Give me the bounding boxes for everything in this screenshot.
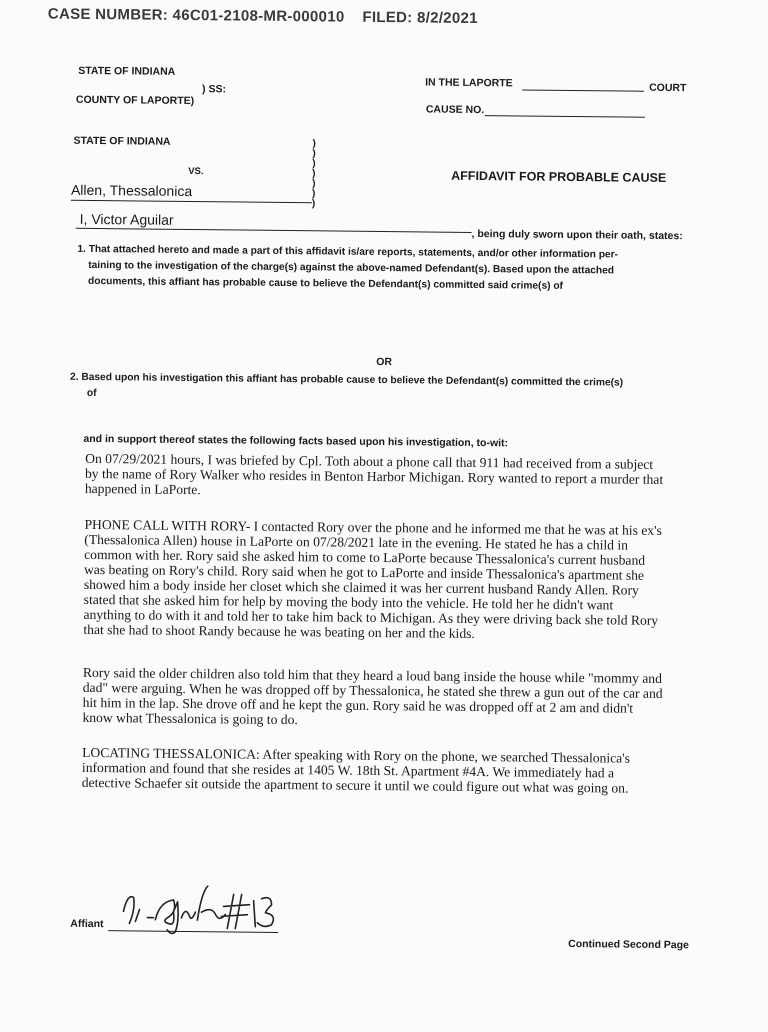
caption-brackets: ) ) ) ) ) ) ): [311, 138, 316, 210]
narrative-para-3: [82, 665, 663, 731]
affiant-name: I, Victor Aguilar: [79, 210, 174, 228]
affiant-underline: [76, 228, 472, 233]
case-header: [48, 6, 478, 28]
venue-state: STATE OF INDIANA: [78, 64, 176, 78]
venue-ss: ) SS:: [202, 83, 227, 96]
filed-date: 8/2/2021: [416, 9, 478, 28]
case-number: 46C01-2108-MR-000010: [172, 6, 345, 26]
narrative-para-1: [85, 451, 665, 502]
clause-one-line2: taining to the investigation of the charge(s) against the above-named Defendant(s). Based upon the attached: [88, 259, 615, 277]
narrative-para-2: [83, 517, 664, 643]
cause-no-label: CAUSE NO.: [425, 103, 485, 117]
narrative-text: LOCATING THESSALONICA: After speaking with Rory on the phone, we searched Thessalonica's information and found that she resides at 1405 W. 18th St. Apartment #4A. We immediately had a detective Schaefer sit outside the apartment to secure it until we could figure out what was going on.: [81, 744, 631, 796]
sworn-text: , being duly sworn upon their oath, states:: [471, 227, 683, 243]
or-separator: OR: [376, 355, 393, 369]
clause-two-line2: of: [86, 387, 97, 400]
continued-note: Continued Second Page: [568, 938, 689, 952]
defendant-underline: [71, 200, 312, 204]
clause-one-line1: 1. That attached hereto and made a part of this affidavit is/are reports, statements, and/or other information per-: [77, 243, 619, 261]
support-statement: and in support thereof states the following facts based upon his investigation, to-wit:: [83, 432, 509, 450]
narrative-text: On 07/29/2021 hours, I was briefed by Cpl. Toth about a phone call that 911 had received from a subject by the name of Rory Walker who resides in Benton Harbor Michigan. Rory wanted to report a murder that happened in LaPorte.: [84, 450, 664, 498]
venue-county: COUNTY OF LAPORTE): [75, 93, 195, 108]
affiant-label: Affiant: [70, 917, 104, 931]
clause-one-line3: documents, this affiant has probable cause to believe the Defendant(s) committed said crime(s) of: [88, 275, 564, 292]
caption-vs: VS.: [188, 165, 204, 178]
narrative-text: PHONE CALL WITH RORY- I contacted Rory over the phone and he informed me that he was at his ex's (Thessalonica Allen) house in LaPorte on 07/28/2021 late in the evening. He stated he has a child in common with her. Rory said she asked him to come to LaPorte because Thessalonica's current husband was beating on Rory's child. Rory said when he got to LaPorte and inside Thessalonica's apartment she showed him a body inside her closet which she claimed it was her current husband Randy Allen. Rory stated that she asked him for help by moving the body into the vehicle. He told her he didn't want anything to do with it and told her to take him back to Michigan. As they were driving back she told Rory that she had to shoot Randy because he was beating on her and the kids.: [83, 516, 662, 642]
clause-two-line1: 2. Based upon his investigation this affiant has probable cause to believe the Defendant(s) committed the crime(s): [69, 371, 624, 389]
court-name-line: [522, 89, 644, 91]
affidavit-title: AFFIDAVIT FOR PROBABLE CAUSE: [451, 168, 667, 185]
caption-defendant: Allen, Thessalonica: [70, 181, 193, 200]
court-prefix: IN THE LAPORTE: [425, 76, 513, 90]
clause-two: [70, 370, 623, 408]
caption-plaintiff: STATE OF INDIANA: [73, 134, 171, 148]
narrative-text: Rory said the older children also told him that they heard a loud bang inside the house while "mommy and dad" were arguing. When he was dropped off by Thessalonica, he stated she threw a gun out of the car and hit him in the lap. She drove off and he kept the gun. Rory said he was dropped off at 2 am and didn't know what Thessalonica is going to do.: [82, 664, 663, 728]
filed-label: FILED:: [362, 8, 413, 27]
narrative-para-4: [82, 745, 662, 796]
court-suffix: COURT: [649, 81, 687, 95]
cause-no-line: [485, 115, 645, 118]
affiant-signature: [115, 881, 291, 938]
case-number-label: CASE NUMBER:: [47, 5, 169, 24]
clause-one: [77, 242, 618, 296]
